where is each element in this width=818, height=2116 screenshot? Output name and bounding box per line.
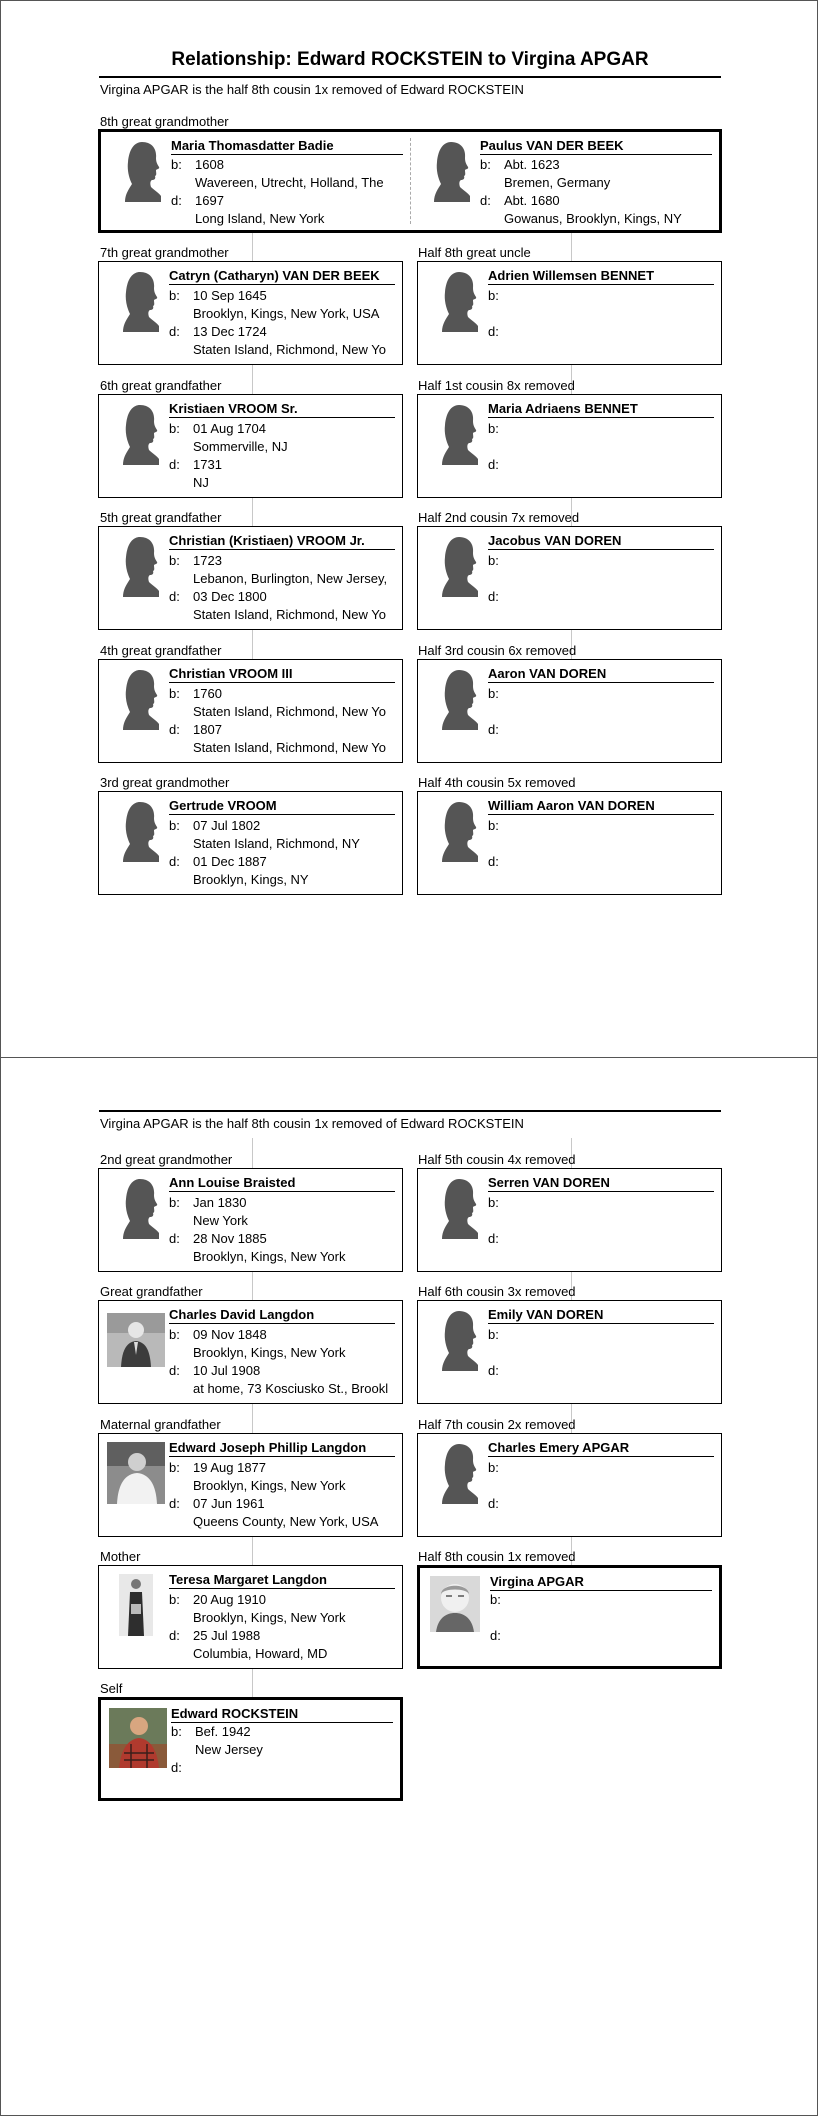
person-card[interactable] [98,261,403,365]
person-name: Edward Joseph Phillip Langdon [169,1440,395,1457]
relationship-label: Half 7th cousin 2x removed [418,1417,576,1432]
person-card[interactable] [417,394,722,498]
death-date: 1731 [193,457,222,472]
birth-prefix: b: [169,1195,180,1210]
person-card[interactable] [417,1300,722,1404]
person-name: Aaron VAN DOREN [488,666,714,683]
person-card[interactable] [98,791,403,895]
death-place: Brooklyn, Kings, New York [193,1249,346,1264]
portrait-photo [107,1442,165,1504]
relationship-label: Half 5th cousin 4x removed [418,1152,576,1167]
person-card[interactable] [98,1565,403,1669]
person-card[interactable] [417,261,722,365]
silhouette-icon [119,800,159,862]
birth-prefix: b: [488,288,499,303]
birth-prefix: b: [490,1592,501,1607]
death-prefix: d: [488,1231,499,1246]
silhouette-icon [438,1442,478,1504]
death-prefix: d: [488,1496,499,1511]
birth-place: Wavereen, Utrecht, Holland, The [195,175,384,190]
death-date: 07 Jun 1961 [193,1496,265,1511]
death-place: NJ [193,475,209,490]
person-card[interactable] [417,526,722,630]
birth-place: New Jersey [195,1742,263,1757]
person-name: Charles David Langdon [169,1307,395,1324]
death-prefix: d: [488,457,499,472]
birth-place: Bremen, Germany [504,175,611,190]
portrait-photo [119,1574,153,1636]
birth-place: Sommerville, NJ [193,439,288,454]
death-prefix: d: [169,722,180,737]
birth-prefix: b: [169,288,180,303]
person-name: Teresa Margaret Langdon [169,1572,395,1589]
silhouette-icon [438,668,478,730]
person-card[interactable] [98,1433,403,1537]
title-rule [99,76,721,78]
birth-prefix: b: [480,157,491,172]
silhouette-icon [121,140,161,202]
relationship-label: Half 8th cousin 1x removed [418,1549,576,1564]
person-name: Virgina APGAR [490,1574,712,1591]
silhouette-icon [438,535,478,597]
person-name: Maria Adriaens BENNET [488,401,714,418]
death-prefix: d: [488,324,499,339]
death-prefix: d: [169,1363,180,1378]
person-card[interactable] [417,791,722,895]
death-prefix: d: [169,324,180,339]
death-prefix: d: [169,1496,180,1511]
birth-prefix: b: [169,421,180,436]
person-name: Jacobus VAN DOREN [488,533,714,550]
birth-place: New York [193,1213,248,1228]
generation-label: 6th great grandfather [100,378,222,393]
death-prefix: d: [171,1760,182,1775]
relationship-label: Half 4th cousin 5x removed [418,775,576,790]
death-place: Staten Island, Richmond, New Yo [193,740,386,755]
death-place: Long Island, New York [195,211,325,226]
generation-label: Self [100,1681,123,1696]
relationship-summary: Virgina APGAR is the half 8th cousin 1x removed of Edward ROCKSTEIN [100,1116,524,1131]
death-date: 1697 [195,193,224,208]
death-prefix: d: [488,722,499,737]
death-place: Columbia, Howard, MD [193,1646,328,1661]
birth-prefix: b: [171,1724,182,1739]
death-prefix: d: [169,1231,180,1246]
death-prefix: d: [488,589,499,604]
generation-label: 8th great grandmother [100,114,229,129]
silhouette-icon [119,1177,159,1239]
portrait-photo [107,1313,165,1367]
birth-prefix: b: [169,1460,180,1475]
birth-date: 19 Aug 1877 [193,1460,267,1475]
death-prefix: d: [169,854,180,869]
birth-date: 1608 [195,157,224,172]
death-place: Gowanus, Brooklyn, Kings, NY [504,211,682,226]
birth-date: Jan 1830 [193,1195,247,1210]
death-date: 03 Dec 1800 [193,589,267,604]
birth-prefix: b: [169,1327,180,1342]
birth-prefix: b: [169,818,180,833]
person-card-maria-badie[interactable] [101,132,410,230]
target-person-card[interactable] [417,1565,722,1669]
portrait-photo [109,1708,167,1768]
relationship-label: Half 2nd cousin 7x removed [418,510,580,525]
birth-place: Brooklyn, Kings, New York [193,1610,346,1625]
person-card[interactable] [417,1433,722,1537]
generation-label: Maternal grandfather [100,1417,221,1432]
birth-date: 20 Aug 1910 [193,1592,267,1607]
relationship-label: Half 8th great uncle [418,245,531,260]
person-card[interactable] [417,1168,722,1272]
death-date: 1807 [193,722,222,737]
person-card[interactable] [98,1300,403,1404]
silhouette-icon [119,403,159,465]
relationship-summary: Virgina APGAR is the half 8th cousin 1x removed of Edward ROCKSTEIN [100,82,524,97]
birth-date: 01 Aug 1704 [193,421,267,436]
person-card[interactable] [98,526,403,630]
relationship-label: Half 3rd cousin 6x removed [418,643,577,658]
person-name: Christian VROOM III [169,666,395,683]
self-person-card[interactable] [98,1697,403,1801]
person-name: Emily VAN DOREN [488,1307,714,1324]
generation-label: 5th great grandfather [100,510,222,525]
birth-date: 1760 [193,686,222,701]
silhouette-icon [119,535,159,597]
death-prefix: d: [488,1363,499,1378]
death-date: 13 Dec 1724 [193,324,267,339]
generation-label: 3rd great grandmother [100,775,230,790]
silhouette-icon [119,668,159,730]
generation-label: 7th great grandmother [100,245,229,260]
person-name: Serren VAN DOREN [488,1175,714,1192]
birth-prefix: b: [488,1195,499,1210]
birth-date: Bef. 1942 [195,1724,251,1739]
birth-place: Brooklyn, Kings, New York [193,1478,346,1493]
death-prefix: d: [169,589,180,604]
silhouette-icon [438,403,478,465]
birth-prefix: b: [488,1460,499,1475]
birth-prefix: b: [488,553,499,568]
person-name: Gertrude VROOM [169,798,395,815]
death-date: Abt. 1680 [504,193,560,208]
title-rule [99,1110,721,1112]
birth-place: Brooklyn, Kings, New York, USA [193,306,380,321]
silhouette-icon [438,1177,478,1239]
person-name: Christian (Kristiaen) VROOM Jr. [169,533,395,550]
person-name: William Aaron VAN DOREN [488,798,714,815]
generation-label: 2nd great grandmother [100,1152,233,1167]
death-place: Staten Island, Richmond, New Yo [193,342,386,357]
birth-date: 1723 [193,553,222,568]
silhouette-icon [438,1309,478,1371]
ancestor-couple-card[interactable] [98,129,722,233]
birth-place: Brooklyn, Kings, New York [193,1345,346,1360]
person-name: Paulus VAN DER BEEK [480,138,712,155]
death-prefix: d: [490,1628,501,1643]
birth-prefix: b: [171,157,182,172]
person-name: Kristiaen VROOM Sr. [169,401,395,418]
death-prefix: d: [169,457,180,472]
death-prefix: d: [171,193,182,208]
silhouette-icon [119,270,159,332]
birth-prefix: b: [488,818,499,833]
death-place: at home, 73 Kosciusko St., Brookl [193,1381,389,1396]
generation-label: 4th great grandfather [100,643,222,658]
generation-label: Mother [100,1549,141,1564]
death-place: Brooklyn, Kings, NY [193,872,309,887]
birth-date: 07 Jul 1802 [193,818,261,833]
death-date: 10 Jul 1908 [193,1363,261,1378]
death-place: Staten Island, Richmond, New Yo [193,607,386,622]
death-prefix: d: [488,854,499,869]
birth-date: Abt. 1623 [504,157,560,172]
person-name: Maria Thomasdatter Badie [171,138,403,155]
birth-place: Staten Island, Richmond, New Yo [193,704,386,719]
person-card-paulus-van-der-beek[interactable] [410,132,719,230]
person-card[interactable] [417,659,722,763]
person-card[interactable] [98,394,403,498]
person-name: Charles Emery APGAR [488,1440,714,1457]
person-card[interactable] [98,1168,403,1272]
birth-place: Lebanon, Burlington, New Jersey, [193,571,388,586]
person-name: Adrien Willemsen BENNET [488,268,714,285]
death-prefix: d: [480,193,491,208]
death-prefix: d: [169,1628,180,1643]
silhouette-icon [430,140,470,202]
page-two [0,1057,818,2116]
portrait-photo [430,1576,480,1632]
relationship-label: Half 1st cousin 8x removed [418,378,575,393]
silhouette-icon [438,270,478,332]
birth-place: Staten Island, Richmond, NY [193,836,360,851]
person-name: Catryn (Catharyn) VAN DER BEEK [169,268,395,285]
birth-prefix: b: [169,553,180,568]
birth-prefix: b: [169,1592,180,1607]
birth-prefix: b: [488,686,499,701]
person-name: Ann Louise Braisted [169,1175,395,1192]
death-date: 28 Nov 1885 [193,1231,267,1246]
birth-prefix: b: [488,421,499,436]
silhouette-icon [438,800,478,862]
birth-prefix: b: [169,686,180,701]
birth-date: 09 Nov 1848 [193,1327,267,1342]
person-card[interactable] [98,659,403,763]
report-title: Relationship: Edward ROCKSTEIN to Virgina APGAR [171,49,649,70]
death-date: 01 Dec 1887 [193,854,267,869]
relationship-label: Half 6th cousin 3x removed [418,1284,576,1299]
death-date: 25 Jul 1988 [193,1628,261,1643]
birth-date: 10 Sep 1645 [193,288,267,303]
birth-prefix: b: [488,1327,499,1342]
generation-label: Great grandfather [100,1284,203,1299]
death-place: Queens County, New York, USA [193,1514,379,1529]
person-name: Edward ROCKSTEIN [171,1706,393,1723]
